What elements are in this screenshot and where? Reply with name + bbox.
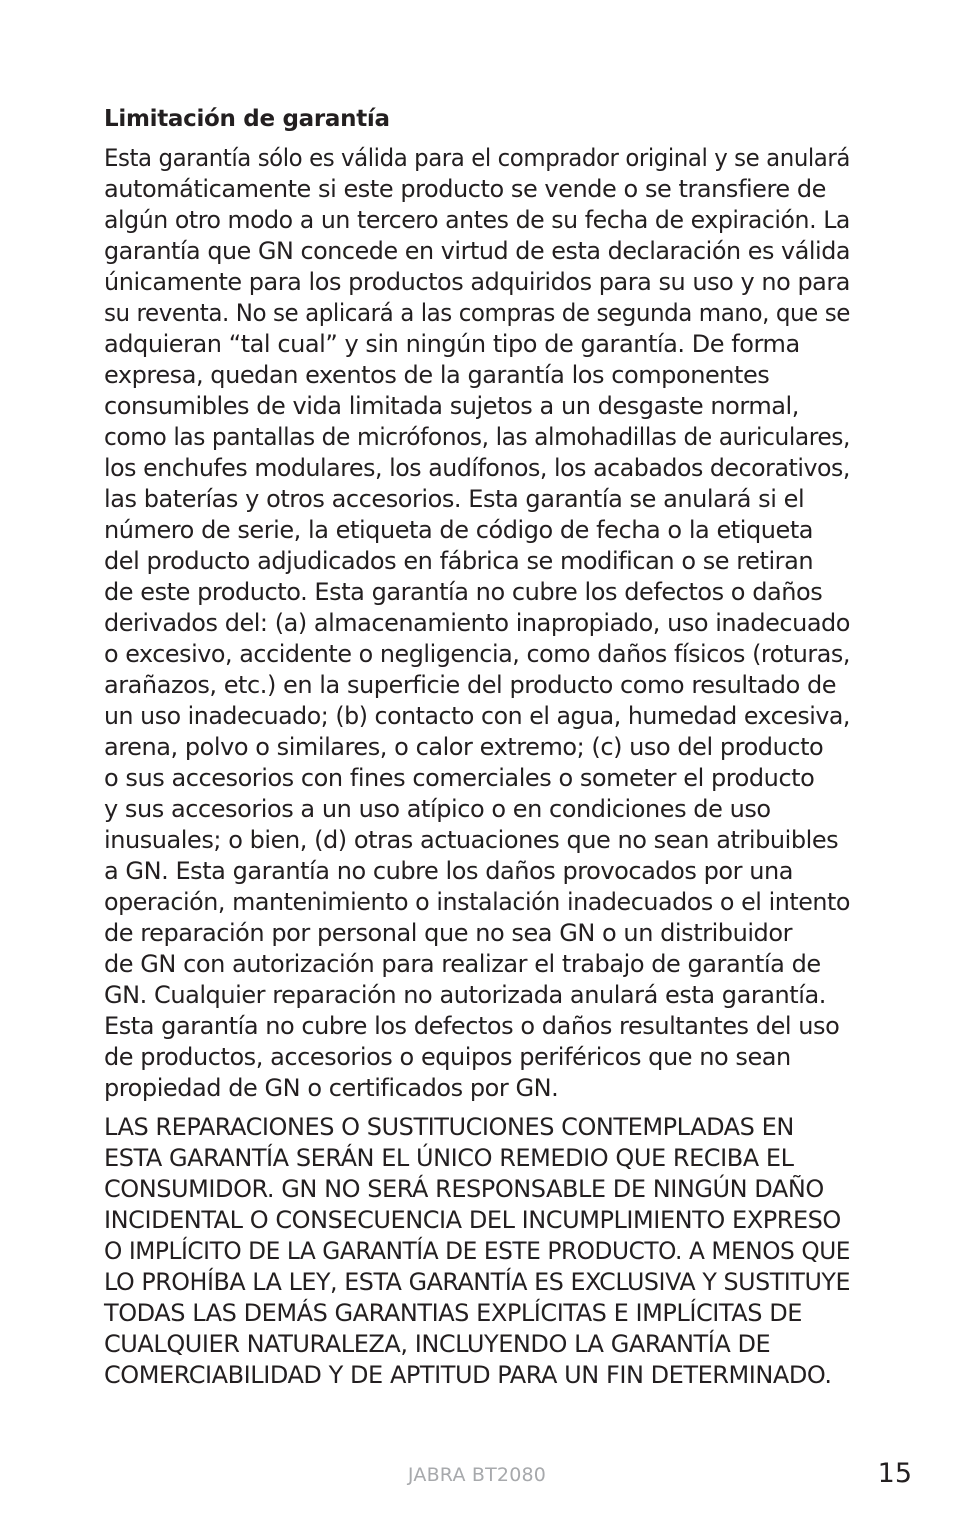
text-line: consumibles de vida limitada sujetos a un desgaste normal, (104, 392, 799, 420)
text-line: ESTA GARANTÍA SERÁN EL ÚNICO REMEDIO QUE RECIBA EL (104, 1144, 794, 1172)
text-line: LAS REPARACIONES O SUSTITUCIONES CONTEMPLADAS EN (104, 1113, 794, 1141)
text-line: COMERCIABILIDAD Y DE APTITUD PARA UN FIN DETERMINADO. (104, 1361, 832, 1389)
section-heading: Limitación de garantía (104, 106, 390, 132)
document-body (104, 104, 864, 1391)
text-line: su reventa. No se aplicará a las compras de segunda mano, que se (104, 299, 851, 327)
text-line: inusuales; o bien, (d) otras actuaciones que no sean atribuibles (104, 826, 839, 854)
disclaimer-paragraph (104, 1112, 864, 1391)
text-line: los enchufes modulares, los audífonos, los acabados decorativos, (104, 454, 850, 482)
text-line: como las pantallas de micrófonos, las almohadillas de auriculares, (104, 423, 850, 451)
text-line: adquieran “tal cual” y sin ningún tipo de garantía. De forma (104, 330, 800, 358)
text-line: GN. Cualquier reparación no autorizada anulará esta garantía. (104, 981, 826, 1009)
text-line: expresa, quedan exentos de la garantía los componentes (104, 361, 770, 389)
text-line: del producto adjudicados en fábrica se modifican o se retiran (104, 547, 814, 575)
text-line: únicamente para los productos adquiridos para su uso y no para (104, 268, 851, 296)
text-line: de GN con autorización para realizar el trabajo de garantía de (104, 950, 821, 978)
text-line: número de serie, la etiqueta de código de fecha o la etiqueta (104, 516, 814, 544)
text-line: o sus accesorios con fines comerciales o someter el producto (104, 764, 815, 792)
text-line: INCIDENTAL O CONSECUENCIA DEL INCUMPLIMIENTO EXPRESO (104, 1206, 841, 1234)
text-line: LO PROHÍBA LA LEY, ESTA GARANTÍA ES EXCLUSIVA Y SUSTITUYE (104, 1268, 851, 1296)
text-line: o excesivo, accidente o negligencia, como daños físicos (roturas, (104, 640, 850, 668)
text-line: de reparación por personal que no sea GN o un distribuidor (104, 919, 792, 947)
warranty-paragraph (104, 143, 864, 1104)
footer-product-name: JABRA BT2080 (407, 1464, 547, 1486)
text-line: y sus accesorios a un uso atípico o en condiciones de uso (104, 795, 771, 823)
text-line: TODAS LAS DEMÁS GARANTIAS EXPLÍCITAS E IMPLÍCITAS DE (104, 1299, 802, 1327)
text-line: Esta garantía sólo es válida para el comprador original y se anulará (104, 144, 850, 172)
text-line: algún otro modo a un tercero antes de su fecha de expiración. La (104, 206, 850, 234)
page-number: 15 (877, 1458, 912, 1489)
text-line: un uso inadecuado; (b) contacto con el agua, humedad excesiva, (104, 702, 851, 730)
text-line: garantía que GN concede en virtud de esta declaración es válida (104, 237, 851, 265)
text-line: las baterías y otros accesorios. Esta garantía se anulará si el (104, 485, 805, 513)
text-line: arañazos, etc.) en la superficie del producto como resultado de (104, 671, 837, 699)
text-line: Esta garantía no cubre los defectos o daños resultantes del uso (104, 1012, 840, 1040)
text-line: arena, polvo o similares, o calor extremo; (c) uso del producto (104, 733, 824, 761)
text-line: O IMPLÍCITO DE LA GARANTÍA DE ESTE PRODUCTO. A MENOS QUE (104, 1237, 851, 1265)
text-line: a GN. Esta garantía no cubre los daños provocados por una (104, 857, 794, 885)
text-line: derivados del: (a) almacenamiento inapropiado, uso inadecuado (104, 609, 850, 637)
text-line: CUALQUIER NATURALEZA, INCLUYENDO LA GARANTÍA DE (104, 1330, 771, 1358)
text-line: CONSUMIDOR. GN NO SERÁ RESPONSABLE DE NINGÚN DAÑO (104, 1175, 824, 1203)
text-line: de este producto. Esta garantía no cubre los defectos o daños (104, 578, 823, 606)
text-line: de productos, accesorios o equipos periféricos que no sean (104, 1043, 791, 1071)
text-line: automáticamente si este producto se vende o se transfiere de (104, 175, 826, 203)
text-line: operación, mantenimiento o instalación inadecuados o el intento (104, 888, 851, 916)
text-line: propiedad de GN o certificados por GN. (104, 1074, 559, 1102)
